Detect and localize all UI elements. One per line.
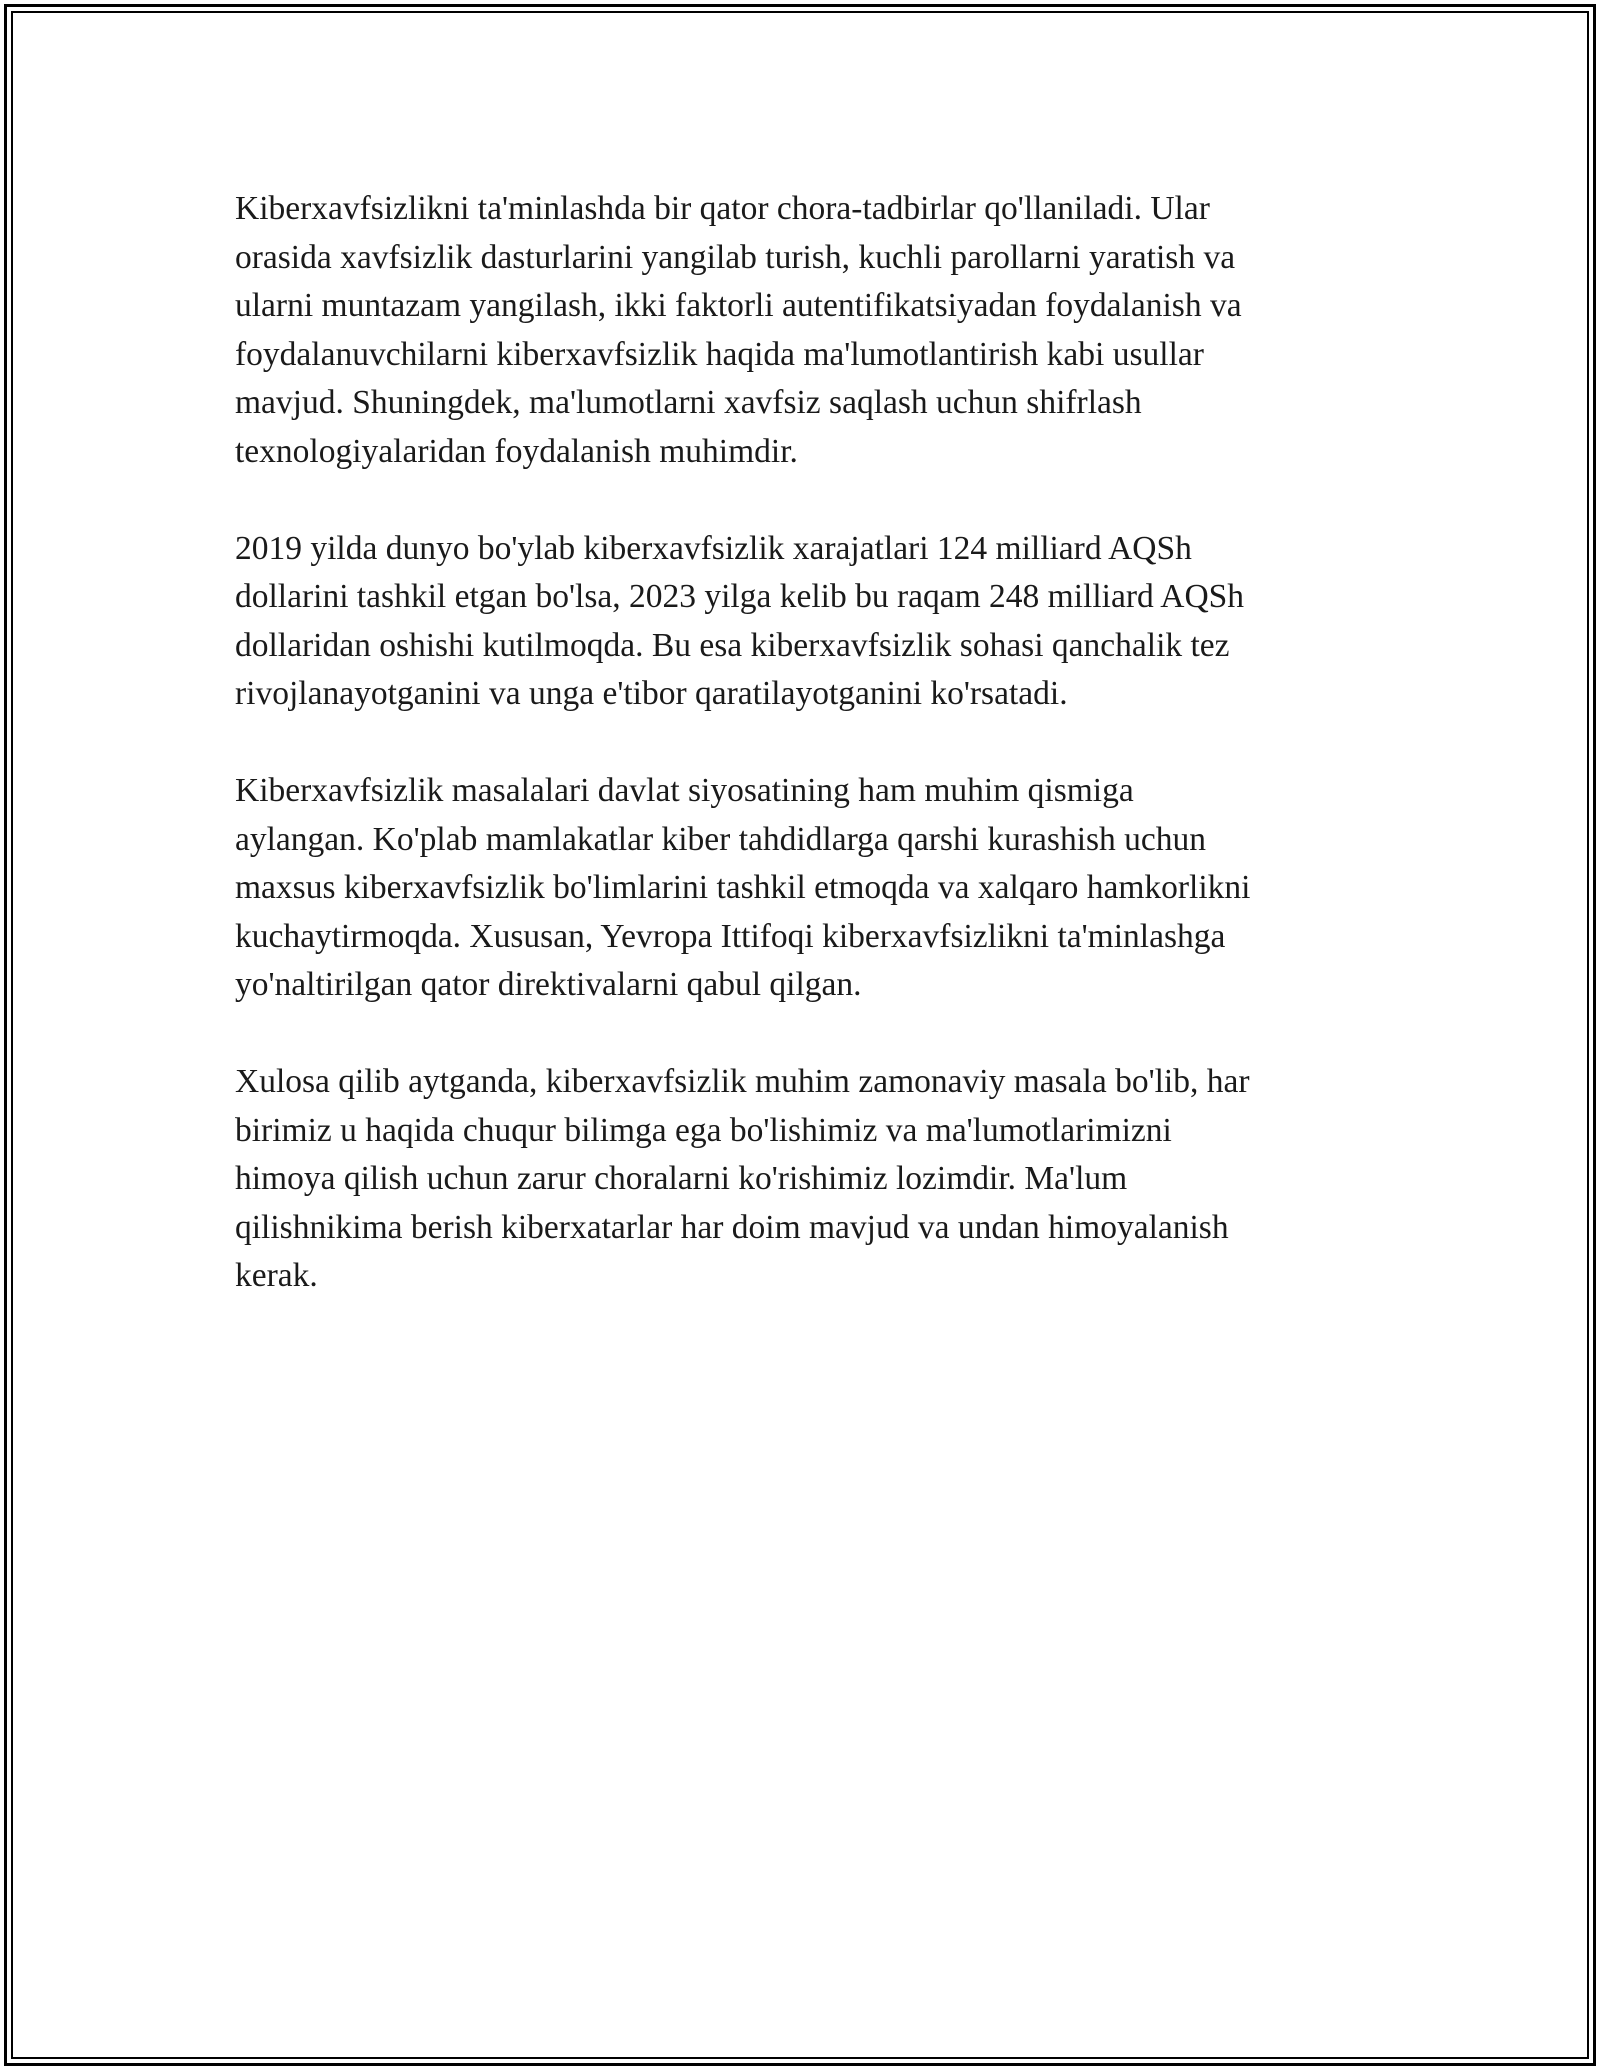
paragraph-security-measures: Kiberxavfsizlikni ta'minlashda bir qator chora-tadbirlar qo'llaniladi. Ular orasida xavfsizlik dasturlarini yangilab turish, kuchli parollarni yaratish va ularni muntazam yangilash, ikki faktorli autentifikatsiyadan foydalanish va foydalanuvchilarni kiberxavfsizlik haqida ma'lumotlantirish kabi usullar mavjud. Shuningdek, ma'lumotlarni xavfsiz saqlash uchun shifrlash texnologiyalaridan foydalanish muhimdir.	[235, 190, 1242, 470]
document-body	[235, 185, 1375, 1349]
paragraph-spending-statistics: 2019 yilda dunyo bo'ylab kiberxavfsizlik xarajatlari 124 milliard AQSh dollarini tashkil etgan bo'lsa, 2023 yilga kelib bu raqam 248 milliard AQSh dollaridan oshishi kutilmoqda. Bu esa kiberxavfsizlik sohasi qanchalik tez rivojlanayotganini va unga e'tibor qaratilayotganini ko'rsatadi.	[235, 529, 1245, 712]
paragraph-conclusion: Xulosa qilib aytganda, kiberxavfsizlik muhim zamonaviy masala bo'lib, har birimiz u haqida chuqur bilimga ega bo'lishimiz va ma'lumotlarimizni himoya qilish uchun zarur choralarni ko'rishimiz lozimdir. Ma'lum qilishnikima berish kiberxatarlar har doim mavjud va undan himoyalanish kerak.	[235, 1063, 1250, 1294]
paragraph-state-policy: Kiberxavfsizlik masalalari davlat siyosatining ham muhim qismiga aylangan. Ko'plab mamlakatlar kiber tahdidlarga qarshi kurashish uchun maxsus kiberxavfsizlik bo'limlarini tashkil etmoqda va xalqaro hamkorlikni kuchaytirmoqda. Xususan, Yevropa Ittifoqi kiberxavfsizlikni ta'minlashga yo'naltirilgan qator direktivalarni qabul qilgan.	[235, 772, 1251, 1003]
